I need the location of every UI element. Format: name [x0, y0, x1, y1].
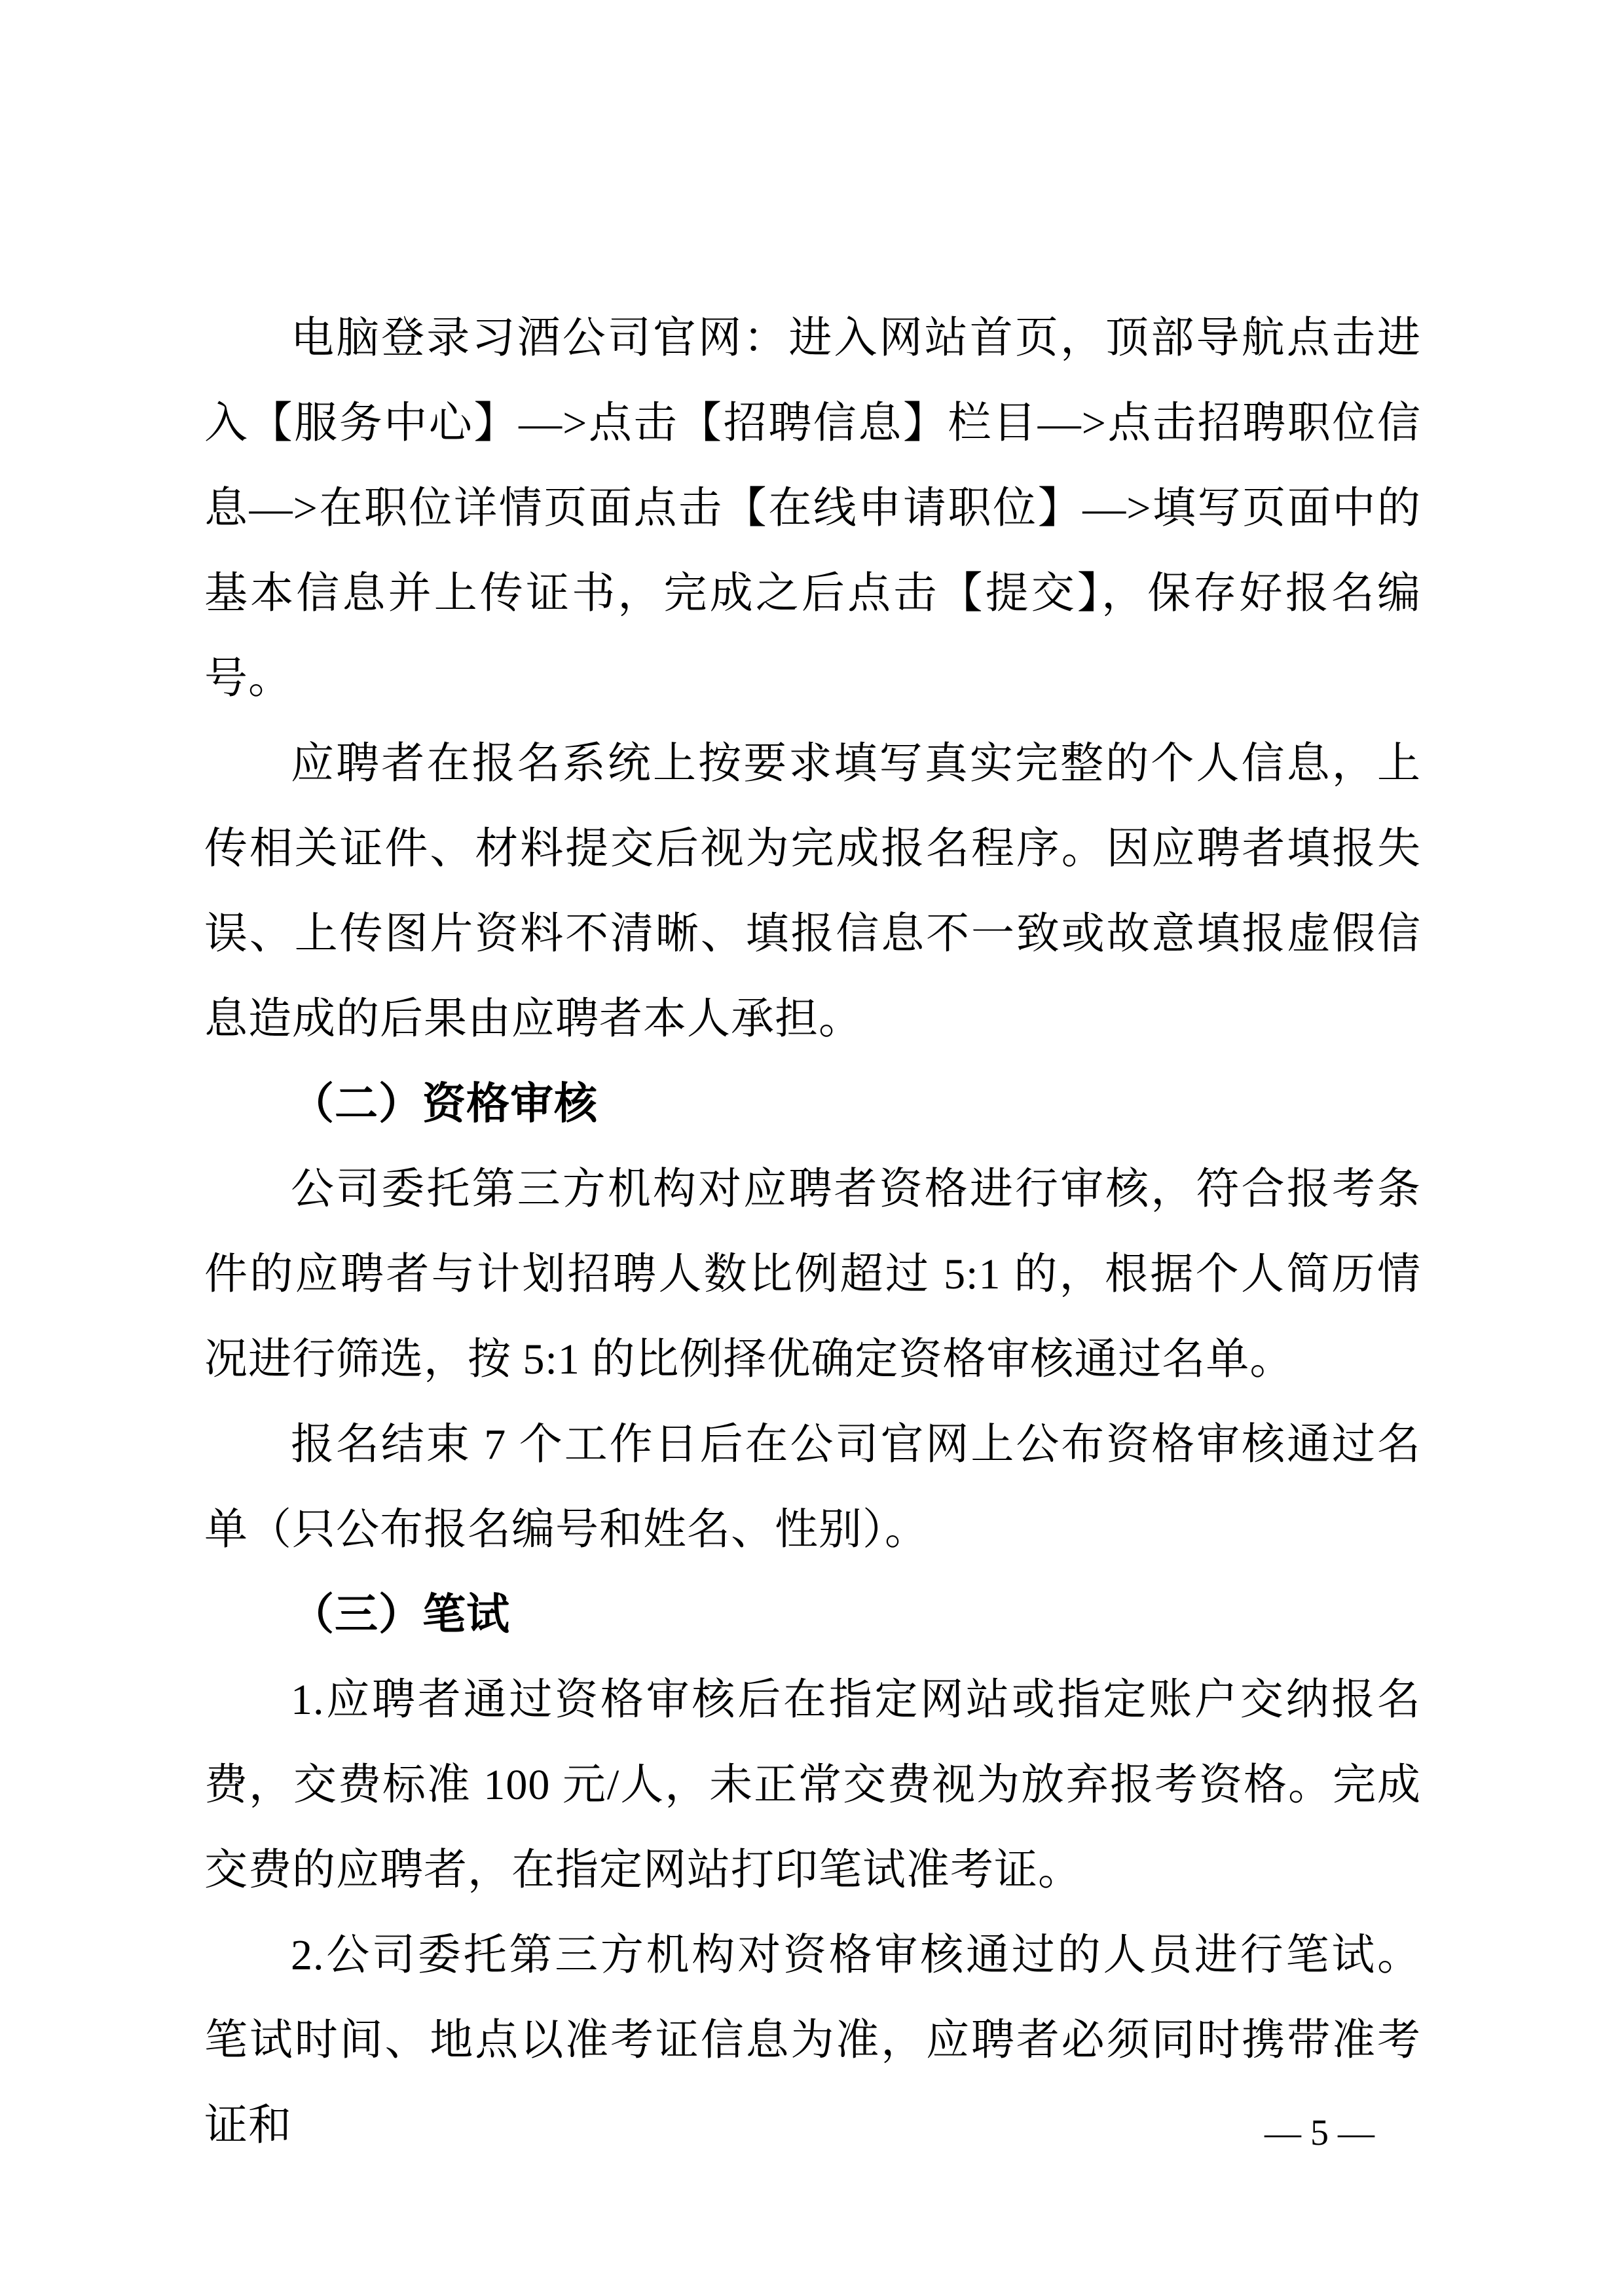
paragraph: 报名结束 7 个工作日后在公司官网上公布资格审核通过名单（只公布报名编号和姓名、性别）。: [204, 1421, 1421, 1554]
section-heading: （三）笔试: [291, 1591, 510, 1639]
paragraph: 公司委托第三方机构对应聘者资格进行审核，符合报考条件的应聘者与计划招聘人数比例超过 5:1 的，根据个人简历情况进行筛选，按 5:1 的比例择优确定资格审核通过名单。: [204, 1165, 1421, 1383]
paragraph: 1.应聘者通过资格审核后在指定网站或指定账户交纳报名费，交费标准 100 元/人，未正常交费视为放弃报考资格。完成交费的应聘者，在指定网站打印笔试准考证。: [204, 1676, 1421, 1894]
paragraph: 电脑登录习酒公司官网：进入网站首页，顶部导航点击进入【服务中心】—>点击【招聘信息】栏目—>点击招聘职位信息—>在职位详情页面点击【在线申请职位】—>填写页面中的基本信息并上传证书，完成之后点击【提交】，保存好报名编号。: [204, 314, 1421, 702]
paragraph: 应聘者在报名系统上按要求填写真实完整的个人信息，上传相关证件、材料提交后视为完成报名程序。因应聘者填报失误、上传图片资料不清晰、填报信息不一致或故意填报虚假信息造成的后果由应聘者本人承担。: [204, 740, 1421, 1043]
section-heading: （二）资格审核: [291, 1080, 598, 1128]
document-body: [204, 296, 1421, 2168]
paragraph: 2.公司委托第三方机构对资格审核通过的人员进行笔试。笔试时间、地点以准考证信息为准，应聘者必须同时携带准考证和: [204, 1931, 1421, 2149]
page-number: — 5 —: [1264, 2113, 1375, 2153]
